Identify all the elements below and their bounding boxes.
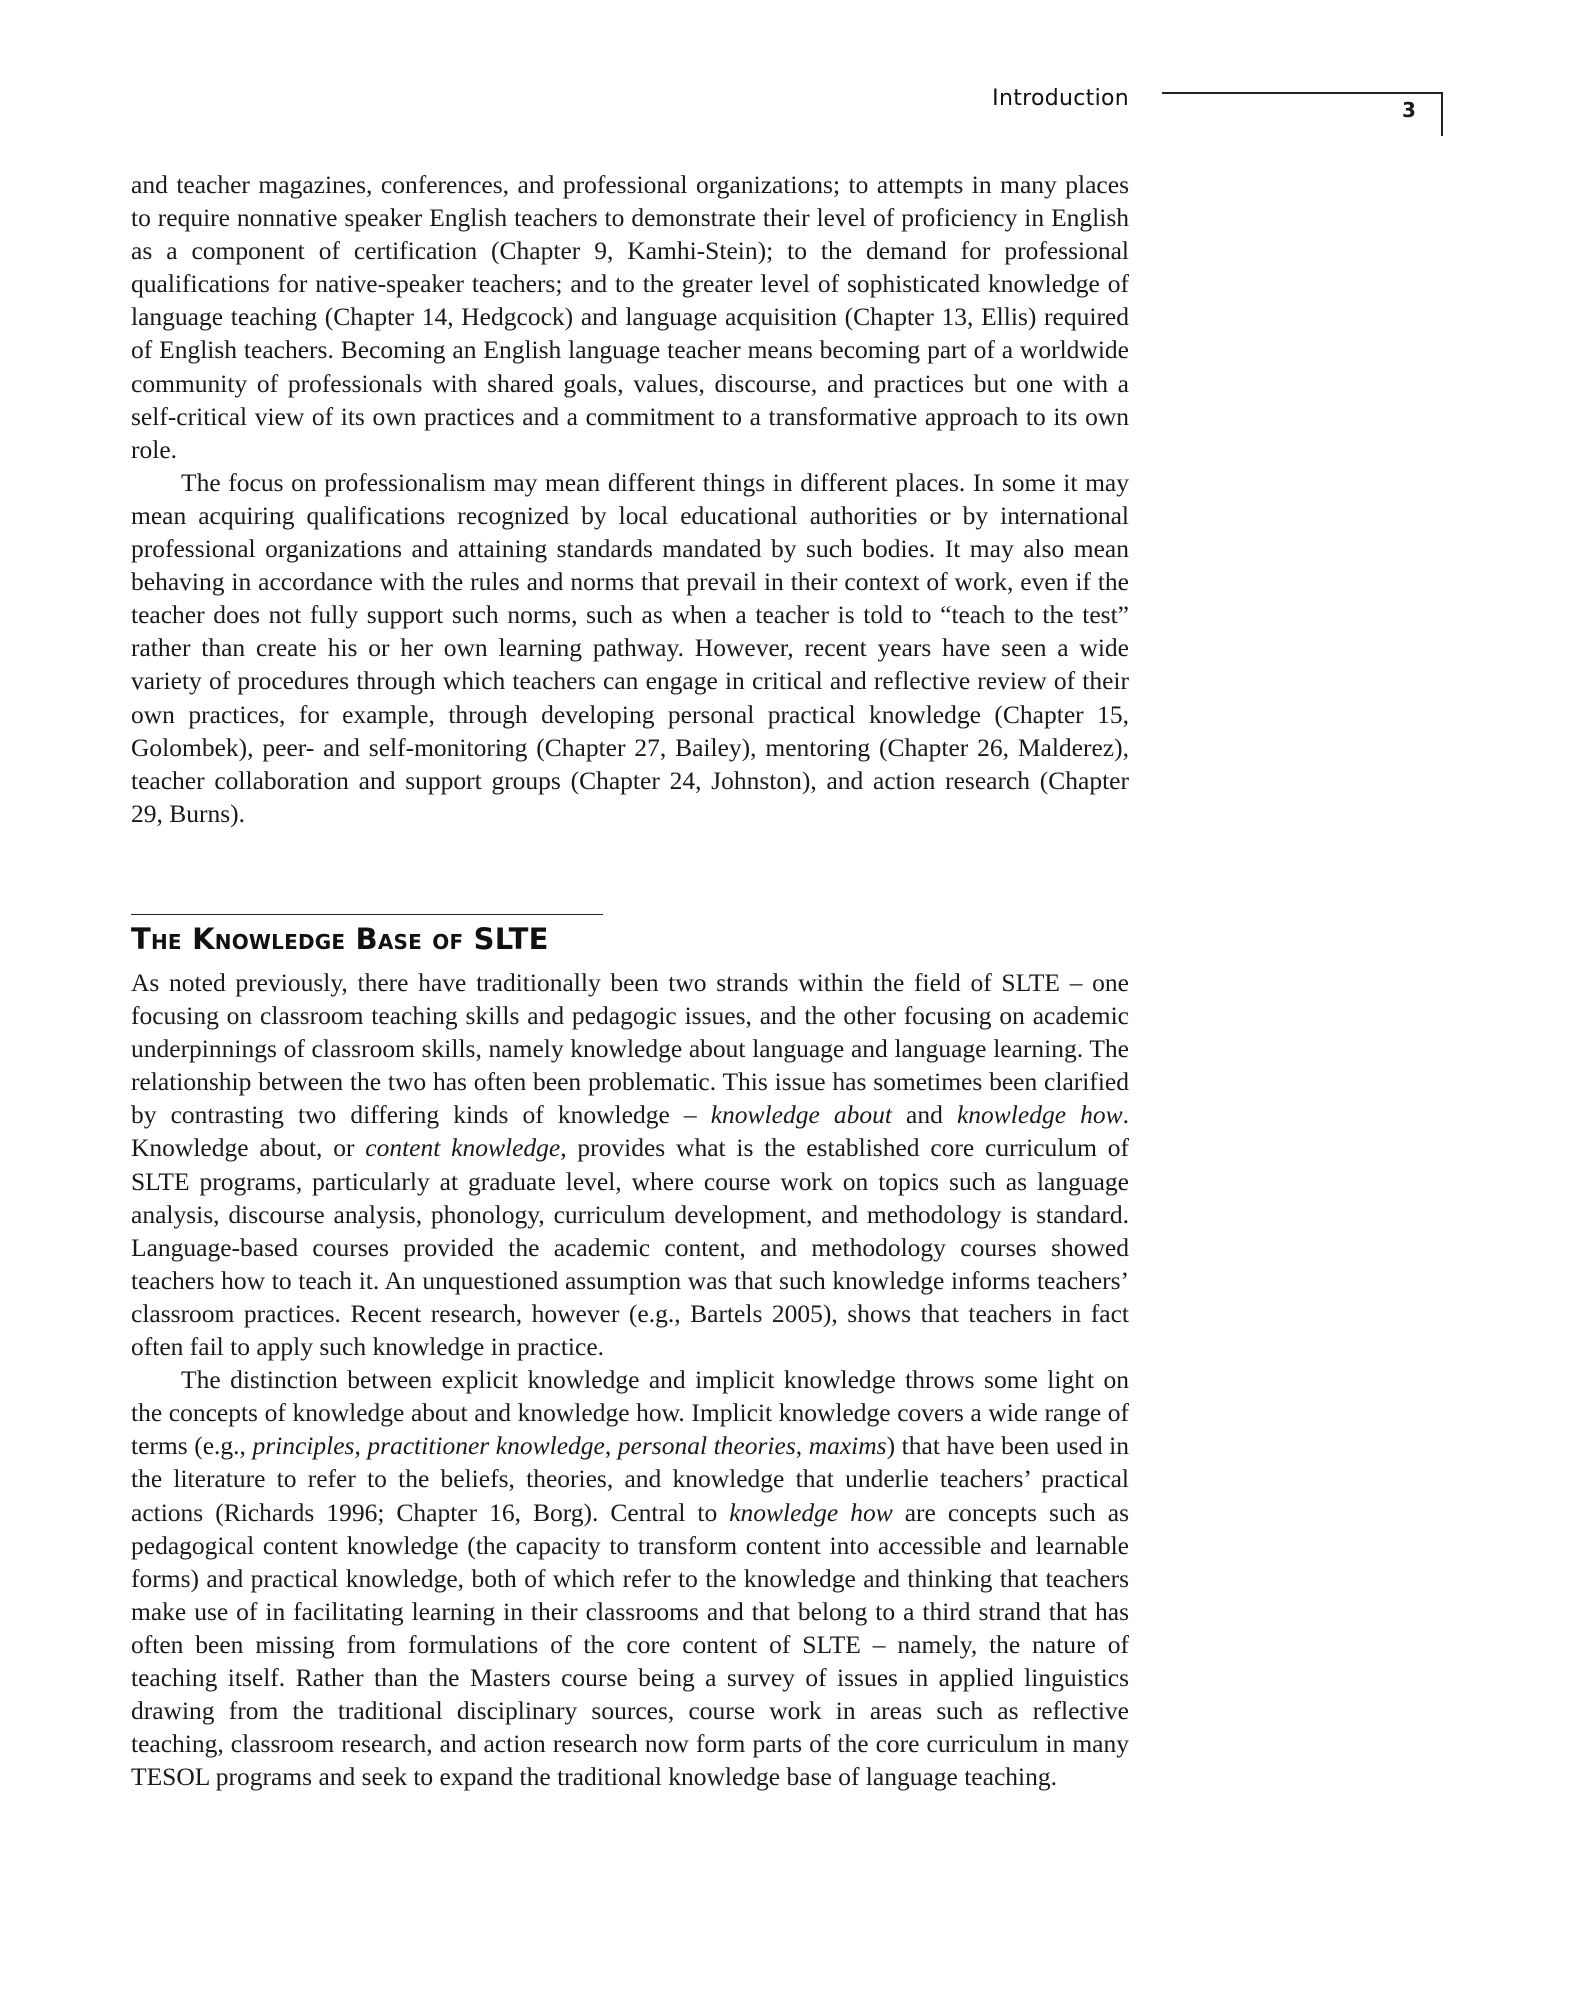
text-run: As noted previously, there have traditionally been two strands within the field of SLTE – one focusing on classroom teaching skills and pedagogic issues, and the other focusing on academic underpinnings of classroom skills, namely knowledge about language and language learning. The relationship between the two has often been problematic. This issue has sometimes been clarified by contrasting two differing kinds of knowledge – — [131, 968, 1129, 1130]
section-heading-rule — [131, 914, 603, 915]
page-number: 3 — [1402, 98, 1416, 122]
italic-term: personal theories — [617, 1431, 796, 1461]
running-header — [0, 86, 1569, 136]
text-run: , — [354, 1431, 368, 1461]
text-run: , — [604, 1431, 618, 1461]
paragraph-explicit-implicit — [131, 1363, 1129, 1793]
text-run: ) that have been used in the literature to refer to the beliefs, theories, and knowledge that underlie teachers’ practical actions (Richards 1996; Chapter 16, Borg). Central to — [131, 1431, 1129, 1527]
text-run: . Knowledge about, or — [131, 1100, 1129, 1163]
body-text-knowledge-base — [131, 966, 1129, 1793]
italic-term: knowledge how — [956, 1100, 1123, 1130]
paragraph-two-strands — [131, 966, 1129, 1363]
paragraph-continued: and teacher magazines, conferences, and professional organizations; to attempts in many places to require nonnative speaker English teachers to demonstrate their level of proficiency in English as a component of certification (Chapter 9, Kamhi-Stein); to the demand for professional qualifications for native-speaker teachers; and to the greater level of sophisticated knowledge of language teaching (Chapter 14, Hedgcock) and language acquisition (Chapter 13, Ellis) required of English teachers. Becoming an English language teacher means becoming part of a worldwide community of professionals with shared goals, values, discourse, and practices but one with a self-critical view of its own practices and a commitment to a transformative approach to its own role. — [131, 170, 1129, 464]
italic-term: knowledge how — [729, 1497, 893, 1527]
text-run: are concepts such as pedagogical content knowledge (the capacity to transform content into accessible and learnable forms) and practical knowledge, both of which refer to the knowledge and thinking that teachers make use of in facilitating learning in their classrooms and that belong to a third strand that has often been missing from formulations of the core content of SLTE – namely, the nature of teaching itself. Rather than the Masters course being a survey of issues in applied linguistics drawing from the traditional disciplinary sources, course work in areas such as reflective teaching, classroom research, and action research now form parts of the core curriculum in many TESOL programs and seek to expand the traditional knowledge base of language teaching. — [131, 1497, 1130, 1792]
italic-term: content knowledge — [365, 1133, 561, 1163]
text-run: The distinction between explicit knowledge and implicit knowledge throws some light on the concepts of knowledge about and knowledge how. Implicit knowledge covers a wide range of terms (e.g., — [131, 1365, 1129, 1461]
text-run: , provides what is the established core curriculum of SLTE programs, particularly at graduate level, where course work on topics such as language analysis, discourse analysis, phonology, curriculum development, and methodology is standard. Language-based courses provided the academic content, and methodology courses showed teachers how to teach it. An unquestioned assumption was that such knowledge informs teachers’ classroom practices. Recent research, however (e.g., Bartels 2005), shows that teachers in fact often fail to apply such knowledge in practice. — [131, 1133, 1129, 1362]
header-vertical-rule — [1441, 92, 1443, 136]
italic-term: principles — [252, 1431, 355, 1461]
italic-term: practitioner knowledge — [367, 1431, 605, 1461]
running-title: Introduction — [992, 86, 1129, 111]
body-text-top — [131, 168, 1129, 830]
section-heading: The Knowledge Base of SLTE — [131, 922, 549, 956]
text-run: and — [891, 1100, 957, 1130]
text-run: , — [795, 1431, 809, 1461]
italic-term: maxims — [808, 1431, 887, 1461]
header-rule — [1162, 92, 1443, 94]
italic-term: knowledge about — [710, 1100, 892, 1130]
paragraph-professionalism: The focus on professionalism may mean different things in different places. In some it may mean acquiring qualifications recognized by local educational authorities or by international professional organizations and attaining standards mandated by such bodies. It may also mean behaving in accordance with the rules and norms that prevail in their context of work, even if the teacher does not fully support such norms, such as when a teacher is told to “teach to the test” rather than create his or her own learning pathway. However, recent years have seen a wide variety of procedures through which teachers can engage in critical and reflective review of their own practices, for example, through developing personal practical knowledge (Chapter 15, Golombek), peer- and self-monitoring (Chapter 27, Bailey), mentoring (Chapter 26, Malderez), teacher collaboration and support groups (Chapter 24, Johnston), and action research (Chapter 29, Burns). — [131, 467, 1129, 828]
